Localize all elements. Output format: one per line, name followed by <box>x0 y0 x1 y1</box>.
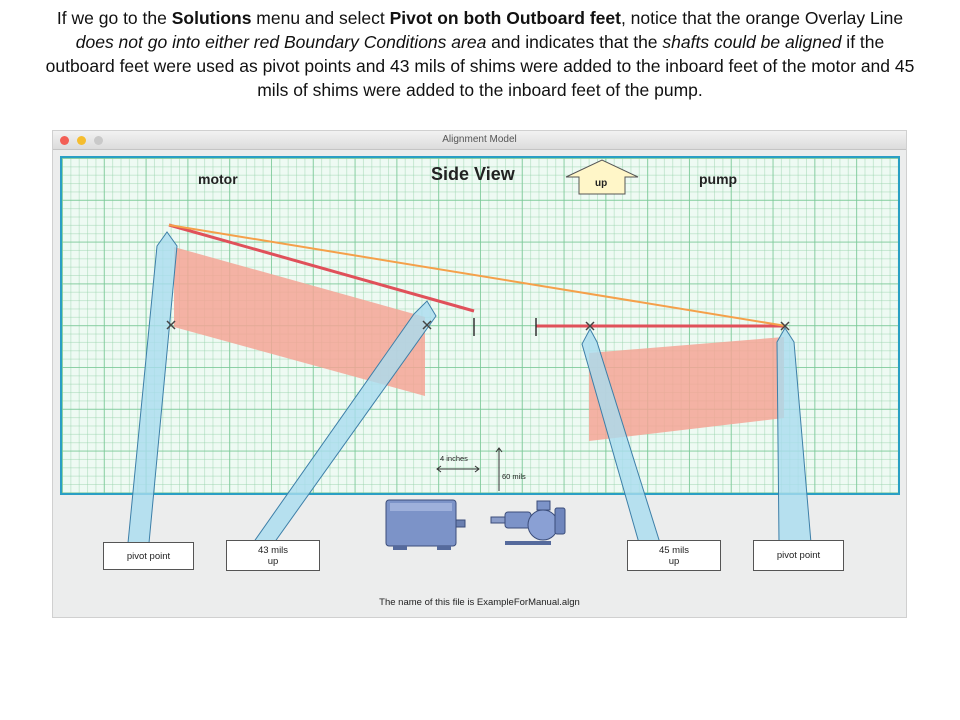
up-button-label[interactable]: up <box>595 178 608 189</box>
window-title: Alignment Model <box>442 134 517 145</box>
pump-outboard-pointer <box>777 328 811 543</box>
caption-text: If we go to the <box>56 8 172 28</box>
motor-inboard-callout <box>226 540 320 571</box>
callout-direction: up <box>668 555 680 567</box>
motor-label: motor <box>198 171 238 187</box>
pump-outboard-callout <box>753 540 844 571</box>
alignment-model-window <box>53 131 906 617</box>
callout-text: pivot point <box>776 550 821 561</box>
caption-text: and indicates that the <box>486 32 663 52</box>
callout-value: 45 mils <box>658 544 690 556</box>
caption-boundary-note: does not go into either red Boundary Conditions area <box>75 32 487 52</box>
caption-aligned-note: shafts could be aligned <box>662 32 842 52</box>
caption-text: menu and select <box>251 8 390 28</box>
pump-inboard-callout <box>627 540 721 571</box>
pump-illustration-icon <box>491 501 565 545</box>
file-name-status: The name of this file is ExampleForManual.algn <box>379 597 580 608</box>
horizontal-scale-label: 4 inches <box>440 454 468 463</box>
motor-outboard-pointer <box>128 232 177 543</box>
pump-label: pump <box>699 171 738 187</box>
caption-text: , notice that the orange Overlay Line <box>620 8 904 28</box>
side-view-title: Side View <box>431 164 515 184</box>
caption-pivot-option: Pivot on both Outboard feet <box>389 8 621 28</box>
caption-solutions-menu: Solutions <box>171 8 252 28</box>
instruction-caption <box>40 6 920 102</box>
vertical-scale-label: 60 mils <box>502 472 526 481</box>
callout-value: 43 mils <box>257 544 289 556</box>
motor-illustration-icon <box>386 500 465 550</box>
callout-direction: up <box>267 555 279 567</box>
callout-text: pivot point <box>126 550 171 562</box>
caption-text: if the outboard feet were used as pivot points and 43 mils of shims were added to the inboard feet of the motor and 45 mils of shims were added to the inboard feet of the pump. <box>45 32 915 100</box>
motor-outboard-callout <box>103 542 194 570</box>
